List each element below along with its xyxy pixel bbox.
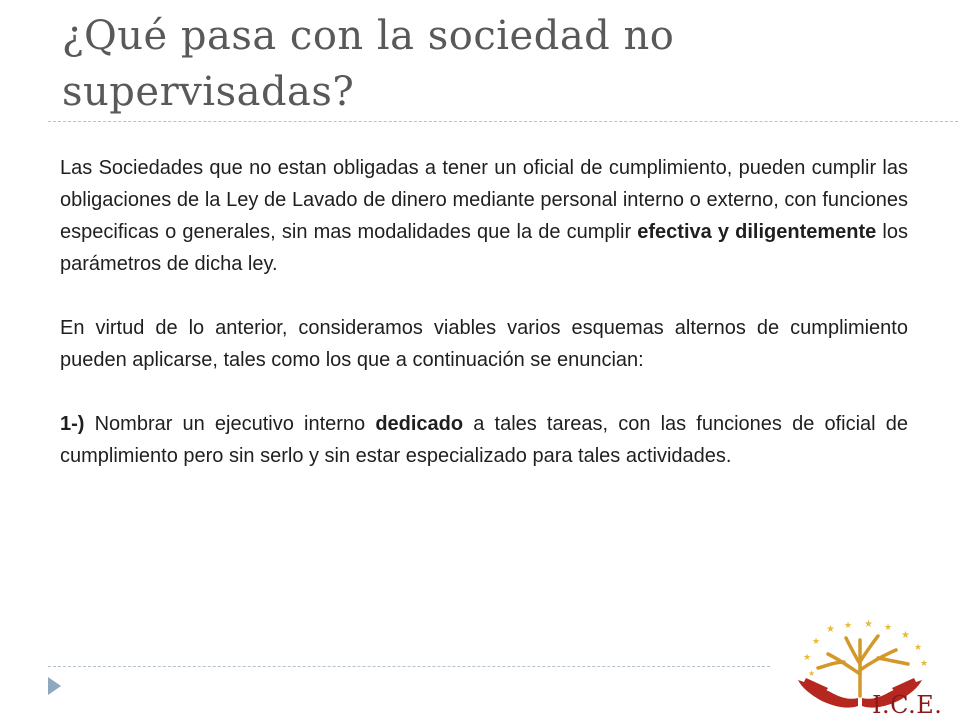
svg-text:★: ★ <box>803 653 812 663</box>
list-number: 1-) <box>60 413 85 435</box>
svg-text:★: ★ <box>914 643 923 653</box>
slide-body <box>60 152 908 472</box>
svg-text:★: ★ <box>826 624 835 635</box>
logo-text: I.C.E. <box>872 691 943 719</box>
title-divider <box>48 121 960 122</box>
paragraph-1-text-end: los parámetros de dicha ley. <box>60 221 908 275</box>
play-arrow-icon <box>48 677 61 695</box>
paragraph-1-text: Las Sociedades que no estan obligadas a tener un oficial de cumplimiento, pueden cumplir las obligaciones de la Ley de Lavado de dinero mediante personal interno o externo, con funciones especificas o generales, sin mas modalidades que la de cumplir <box>60 157 908 243</box>
svg-text:★: ★ <box>812 637 821 647</box>
svg-text:★: ★ <box>920 659 929 669</box>
slide-title: ¿Qué pasa con la sociedad no supervisadas? <box>62 13 675 115</box>
paragraph-1 <box>60 152 908 280</box>
svg-text:★: ★ <box>901 630 910 641</box>
svg-text:★: ★ <box>844 621 853 631</box>
paragraph-3-bold: dedicado <box>375 413 464 435</box>
svg-text:★: ★ <box>864 619 873 630</box>
paragraph-3 <box>60 408 908 472</box>
paragraph-2: En virtud de lo anterior, consideramos viables varios esquemas alternos de cumplimiento pueden aplicarse, tales como los que a continuación se enuncian: <box>60 317 908 371</box>
paragraph-3-text-end: a tales tareas, con las funciones de oficial de cumplimiento pero sin serlo y sin estar especializado para tales actividades. <box>60 413 908 467</box>
footer-divider <box>48 666 770 667</box>
paragraph-1-bold: efectiva y diligentemente <box>637 221 877 243</box>
svg-text:★: ★ <box>884 623 893 633</box>
paragraph-3-text: Nombrar un ejecutivo interno <box>84 413 376 435</box>
svg-text:★: ★ <box>808 669 816 678</box>
